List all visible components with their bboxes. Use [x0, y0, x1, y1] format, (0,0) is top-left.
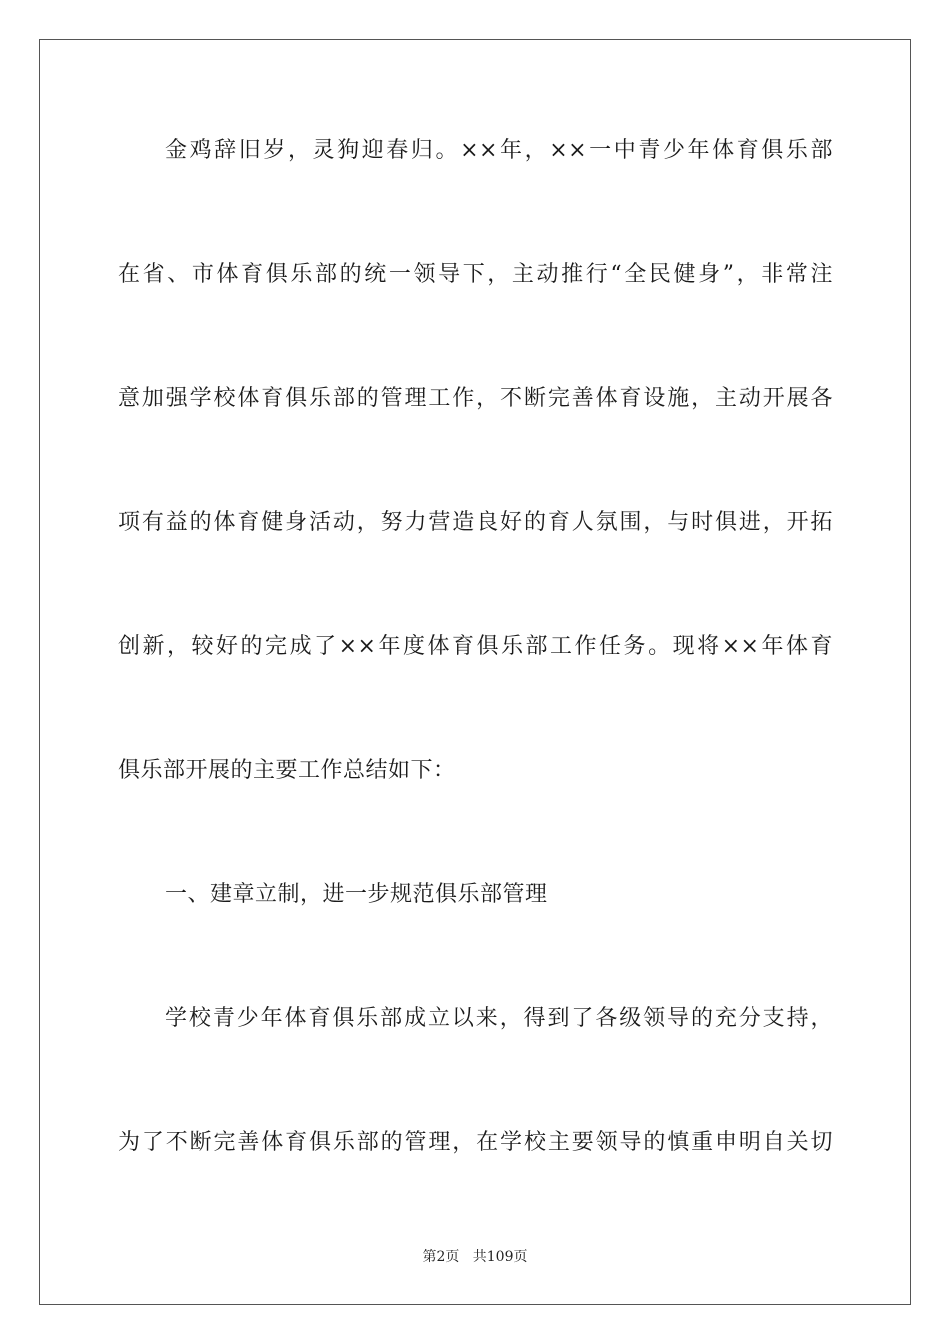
page-border [39, 39, 911, 1305]
paragraph-line: 创新，较好的完成了××年度体育俱乐部工作任务。现将××年体育 [118, 634, 833, 659]
paragraph-line: 项有益的体育健身活动，努力营造良好的育人氛围，与时俱进，开拓 [118, 510, 833, 535]
page-number: 第2页 [422, 1249, 460, 1265]
page-footer [0, 1248, 950, 1266]
paragraph-line: 学校青少年体育俱乐部成立以来，得到了各级领导的充分支持， [165, 1006, 833, 1031]
paragraph-line: 俱乐部开展的主要工作总结如下： [118, 758, 456, 783]
paragraph-line: 在省、市体育俱乐部的统一领导下，主动推行“全民健身”，非常注 [118, 262, 833, 287]
section-heading: 一、建章立制，进一步规范俱乐部管理 [165, 882, 548, 907]
paragraph-line: 为了不断完善体育俱乐部的管理，在学校主要领导的慎重申明自关切 [118, 1130, 833, 1155]
paragraph-line: 意加强学校体育俱乐部的管理工作，不断完善体育设施，主动开展各 [118, 386, 833, 411]
paragraph-line: 金鸡辞旧岁，灵狗迎春归。××年，××一中青少年体育俱乐部 [165, 138, 833, 163]
total-pages: 共109页 [472, 1249, 528, 1265]
